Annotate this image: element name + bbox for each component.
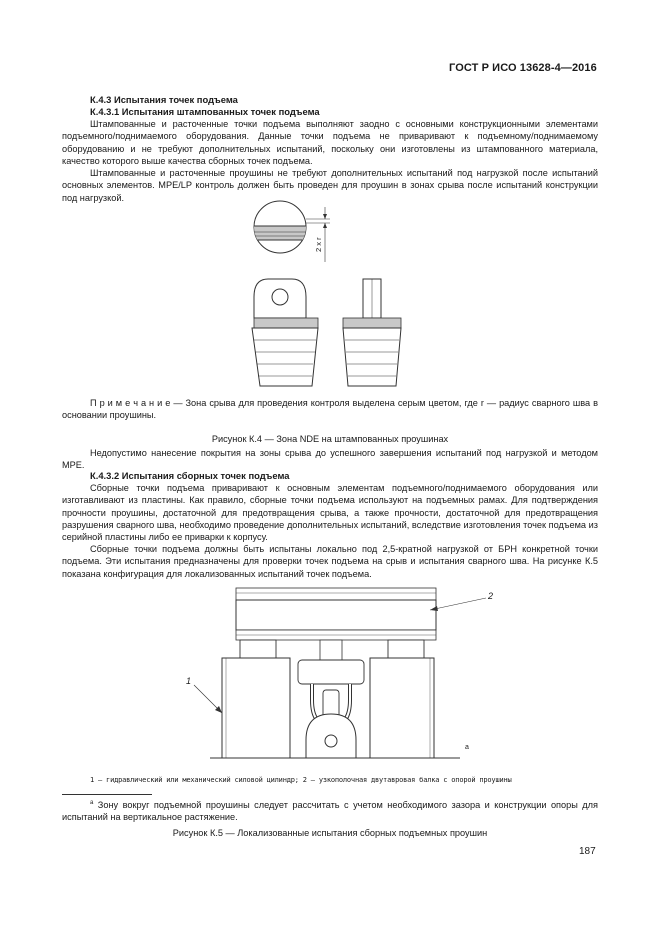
- document-code: ГОСТ Р ИСО 13628-4—2016: [449, 62, 597, 74]
- dimension-label: 2 x r: [314, 237, 323, 252]
- callout-1: 1: [186, 676, 192, 686]
- note-text: — Зона срыва для проведения контроля выделена серым цветом, где r — радиус сварного шва в основании проушины.: [62, 398, 598, 421]
- shackle-and-lug: [298, 640, 364, 758]
- callout-2: 2: [488, 591, 494, 601]
- footnote-mark: a: [90, 800, 94, 806]
- cylinder-left: [222, 640, 290, 758]
- i-beam: [236, 588, 436, 640]
- subsection-title: К.4.3.1 Испытания штампованных точек подъема: [90, 106, 320, 117]
- callout-a: a: [465, 744, 469, 751]
- figure-k5-caption: Рисунок К.5 — Локализованные испытания сборных подъемных проушин: [172, 828, 488, 838]
- figure-legend: 1 — гидравлический или механический силовой цилиндр; 2 — узкополочная двутавровая балка с опорой проушины: [90, 776, 512, 784]
- section-title: К.4.3 Испытания точек подъема: [90, 94, 238, 105]
- subsection-title: К.4.3.2 Испытания сборных точек подъема: [90, 470, 290, 481]
- figure-k4-caption: Рисунок К.4 — Зона NDE на штампованных проушинах: [211, 434, 449, 444]
- paragraph: Сборные точки подъема приваривают к основным элементам подъемного/поднимаемого оборудования или изготавливают из пластины. Как правило, сборные точки подъема используют на подъемных рамах. Для подтверждения прочности проушины, достаточной для предотвращения срыва, а также прочности, достаточной для предотвращения разрушения сварного шва, необходимо проведение дополнительных испытаний, вследствие изготовления точек подъема из серийной пластины либо ее приварки к корпусу.: [62, 483, 598, 543]
- paragraph: Недопустимо нанесение покрытия на зоны срыва до успешного завершения испытаний под нагрузкой и методом МРЕ.: [62, 448, 598, 471]
- page-number: 187: [579, 846, 596, 857]
- note-label: П р и м е ч а н и е: [90, 398, 171, 408]
- leader-line: [430, 598, 486, 610]
- footnote: [62, 797, 598, 824]
- footnote-divider: [62, 794, 152, 795]
- paragraph: Штампованные и расточенные проушины не требуют дополнительных испытаний под нагрузкой после испытаний основных элементов. MPE/LP контроль должен быть проведен для проушин в зонах срыва после испытаний конструкции под нагрузкой.: [62, 168, 598, 203]
- paragraph: Штампованные и расточенные точки подъема выполняют заодно с основными конструкционными элементами подъемного/поднимаемого оборудования. Данные точки подъема не приваривают к подъемному/поднимаемому оборудованию и не требуют дополнительных испытаний, поскольку они изготовлены из штампованного материала, качество которого выше качества сборных точек подъема.: [62, 119, 598, 166]
- cylinder-right: [370, 640, 434, 758]
- paragraph: Сборные точки подъема должны быть испытаны локально под 2,5-кратной нагрузкой от БРН конкретной точки подъема. Эти испытания предназначены для проверки точек подъема на срыв и испытания сварного шва. На рисунке К.5 показана конфигурация для локализованных испытаний точек подъема.: [62, 544, 598, 579]
- footnote-text: Зону вокруг подъемной проушины следует рассчитать с учетом необходимого зазора и конструкции опоры для испытаний на вертикальное растяжение.: [62, 800, 598, 823]
